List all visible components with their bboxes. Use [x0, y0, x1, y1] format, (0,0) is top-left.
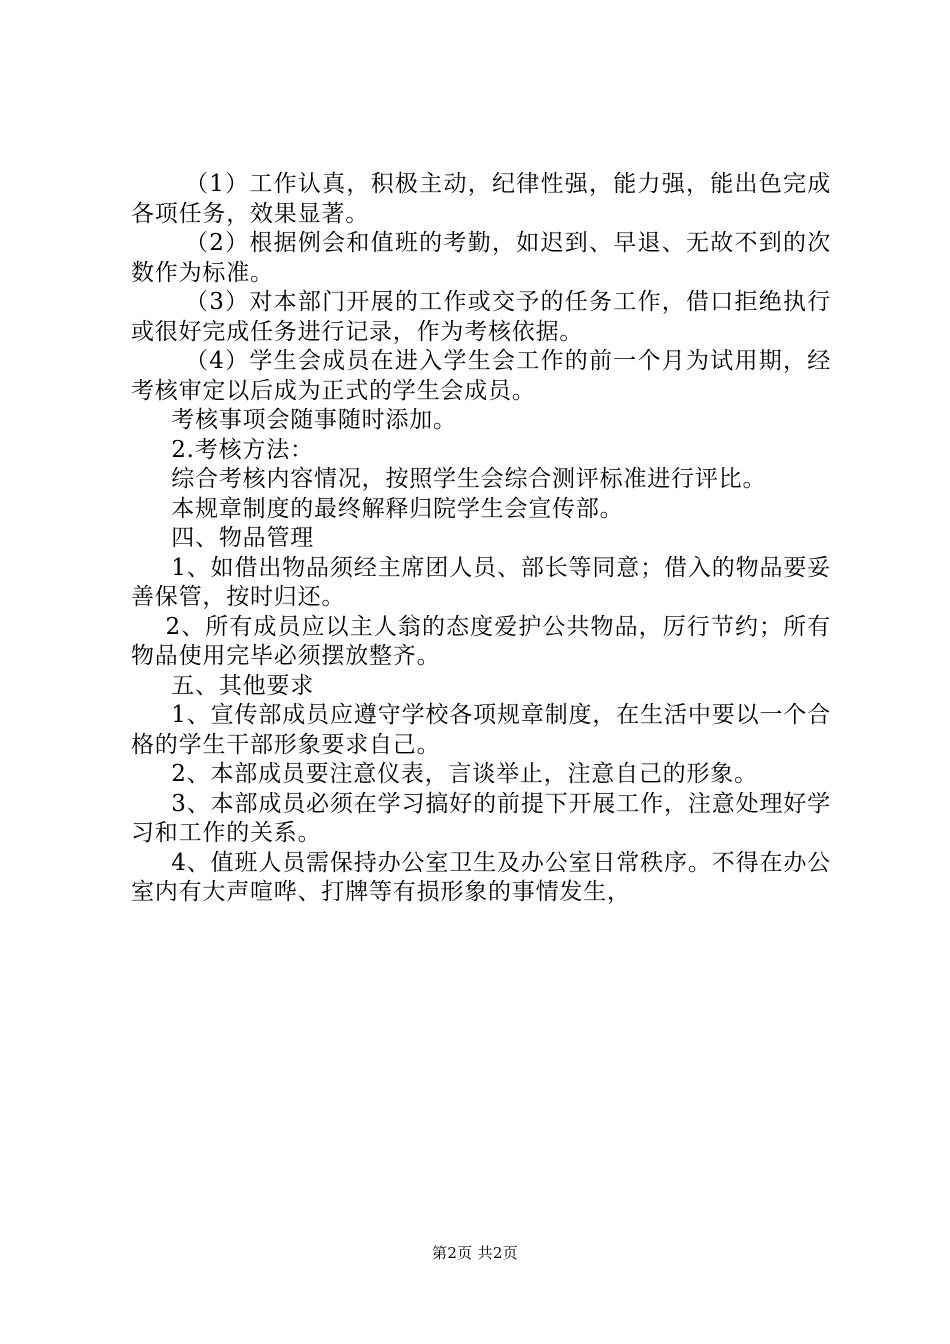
paragraph-criteria-1: （1）工作认真，积极主动，纪律性强，能力强，能出色完成各项任务，效果显著。: [131, 171, 831, 227]
paragraph-criteria-2: （2）根据例会和值班的考勤，如迟到、早退、无故不到的次数作为标准。: [131, 230, 831, 286]
heading-other-requirements: 五、其他要求: [171, 672, 315, 699]
paragraph-assessment-method: 综合考核内容情况，按照学生会综合测评标准进行评比。: [171, 466, 767, 492]
heading-assessment-method: 2.考核方法：: [171, 436, 314, 463]
paragraph-interpretation: 本规章制度的最终解释归院学生会宣传部。: [171, 495, 624, 522]
paragraph-other-rule-4: 4、值班人员需保持办公室卫生及办公室日常秩序。不得在办公室内有大声喧哗、打牌等有损形象的事情发生，: [131, 849, 831, 905]
page-number-footer: [0, 1244, 950, 1262]
paragraph-item-rule-1: 1、如借出物品须经主席团人员、部长等同意；借入的物品要妥善保管，按时归还。: [131, 554, 831, 610]
paragraph-other-rule-1: 1、宣传部成员应遵守学校各项规章制度，在生活中要以一个合格的学生干部形象要求自己。: [131, 702, 831, 758]
document-body: [131, 170, 831, 908]
paragraph-criteria-4: （4）学生会成员在进入学生会工作的前一个月为试用期，经考核审定以后成为正式的学生会成员。: [131, 348, 831, 404]
page-number-label: 第2页 共2页: [432, 1244, 518, 1262]
paragraph-other-rule-2: 2、本部成员要注意仪表，言谈举止，注意自己的形象。: [171, 761, 758, 787]
paragraph-other-rule-3: 3、本部成员必须在学习搞好的前提下开展工作，注意处理好学习和工作的关系。: [131, 790, 831, 846]
paragraph-criteria-3: （3）对本部门开展的工作或交予的任务工作，借口拒绝执行或很好完成任务进行记录，作为考核依据。: [131, 289, 831, 345]
paragraph-item-rule-2: 2、所有成员应以主人翁的态度爱护公共物品，厉行节约；所有物品使用完毕必须摆放整齐。: [131, 613, 831, 669]
heading-item-management: 四、物品管理: [171, 525, 315, 551]
paragraph-assessment-note: 考核事项会随事随时添加。: [171, 407, 457, 433]
